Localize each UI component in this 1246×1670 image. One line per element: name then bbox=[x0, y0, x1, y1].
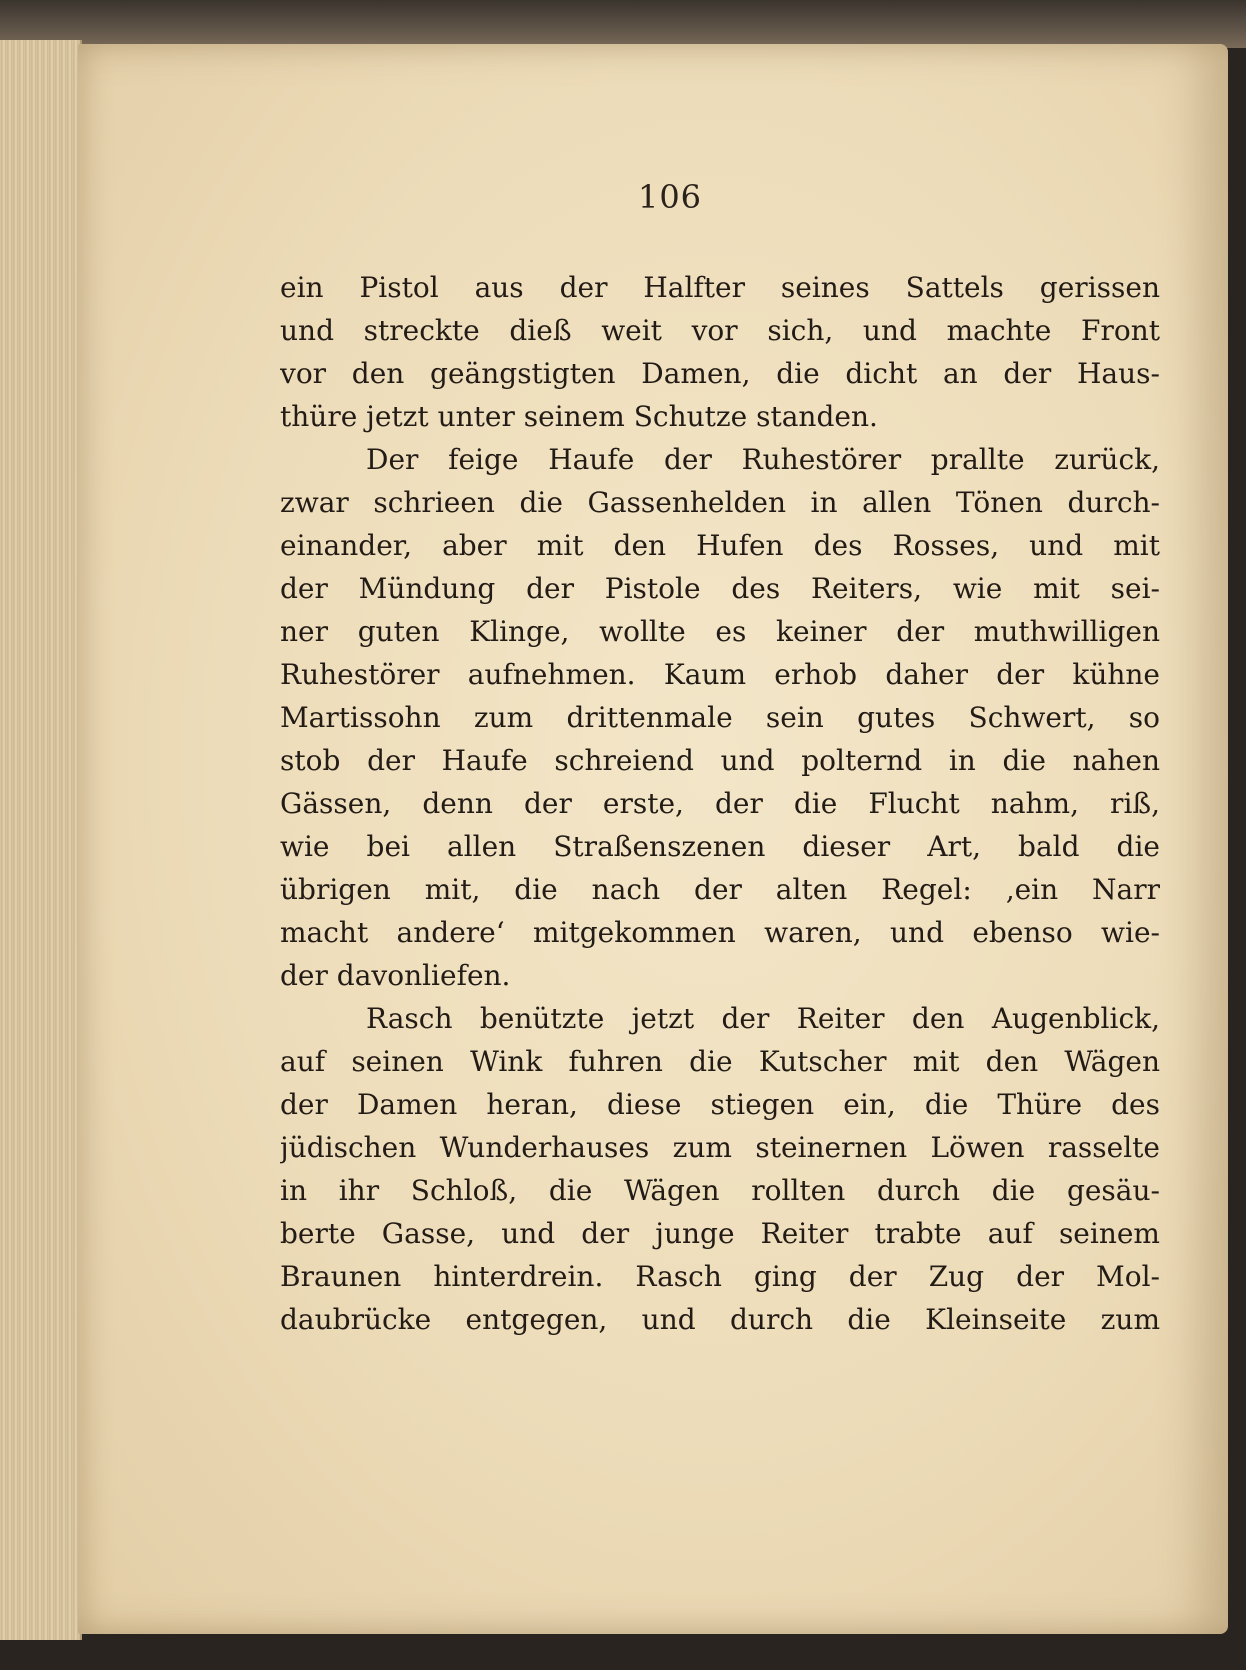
text-line: Der feige Haufe der Ruhestörer prallte zurück, bbox=[366, 443, 1160, 476]
text-line: vor den geängstigten Damen, die dicht an der Haus- bbox=[280, 357, 1160, 390]
text-line: Martissohn zum drittenmale sein gutes Schwert, so bbox=[280, 701, 1160, 734]
text-line: und streckte dieß weit vor sich, und machte Front bbox=[280, 314, 1160, 347]
text-line: einander, aber mit den Hufen des Rosses, und mit bbox=[280, 529, 1160, 562]
text-line: zwar schrieen die Gassenhelden in allen Tönen durch- bbox=[280, 486, 1160, 519]
page-number: 106 bbox=[637, 178, 703, 216]
text-line: thüre jetzt unter seinem Schutze standen. bbox=[280, 400, 878, 433]
text-line: Gässen, denn der erste, der die Flucht nahm, riß, bbox=[280, 787, 1160, 820]
text-line: jüdischen Wunderhauses zum steinernen Löwen rasselte bbox=[280, 1131, 1160, 1164]
text-line: in ihr Schloß, die Wägen rollten durch die gesäu- bbox=[280, 1174, 1160, 1207]
text-line: daubrücke entgegen, und durch die Kleinseite zum bbox=[280, 1303, 1160, 1336]
text-line: der davonliefen. bbox=[280, 959, 511, 992]
text-line: Braunen hinterdrein. Rasch ging der Zug der Mol- bbox=[280, 1260, 1160, 1293]
text-line: stob der Haufe schreiend und polternd in die nahen bbox=[280, 744, 1160, 777]
text-line: auf seinen Wink fuhren die Kutscher mit den Wägen bbox=[280, 1045, 1160, 1078]
text-line: Ruhestörer aufnehmen. Kaum erhob daher der kühne bbox=[280, 658, 1160, 691]
body-text bbox=[280, 266, 1160, 1341]
text-line: berte Gasse, und der junge Reiter trabte auf seinem bbox=[280, 1217, 1160, 1250]
book-top-edge bbox=[0, 0, 1246, 48]
text-line: macht andere‘ mitgekommen waren, und ebenso wie- bbox=[280, 916, 1160, 949]
text-line: übrigen mit, die nach der alten Regel: ‚ein Narr bbox=[280, 873, 1160, 906]
text-line: der Damen heran, diese stiegen ein, die Thüre des bbox=[280, 1088, 1160, 1121]
text-line: der Mündung der Pistole des Reiters, wie mit sei- bbox=[280, 572, 1160, 605]
text-line: Rasch benützte jetzt der Reiter den Augenblick, bbox=[366, 1002, 1160, 1035]
text-line: ner guten Klinge, wollte es keiner der muthwilligen bbox=[280, 615, 1160, 648]
page-edges bbox=[0, 40, 82, 1640]
text-line: ein Pistol aus der Halfter seines Sattels gerissen bbox=[280, 271, 1160, 304]
text-line: wie bei allen Straßenszenen dieser Art, bald die bbox=[280, 830, 1160, 863]
